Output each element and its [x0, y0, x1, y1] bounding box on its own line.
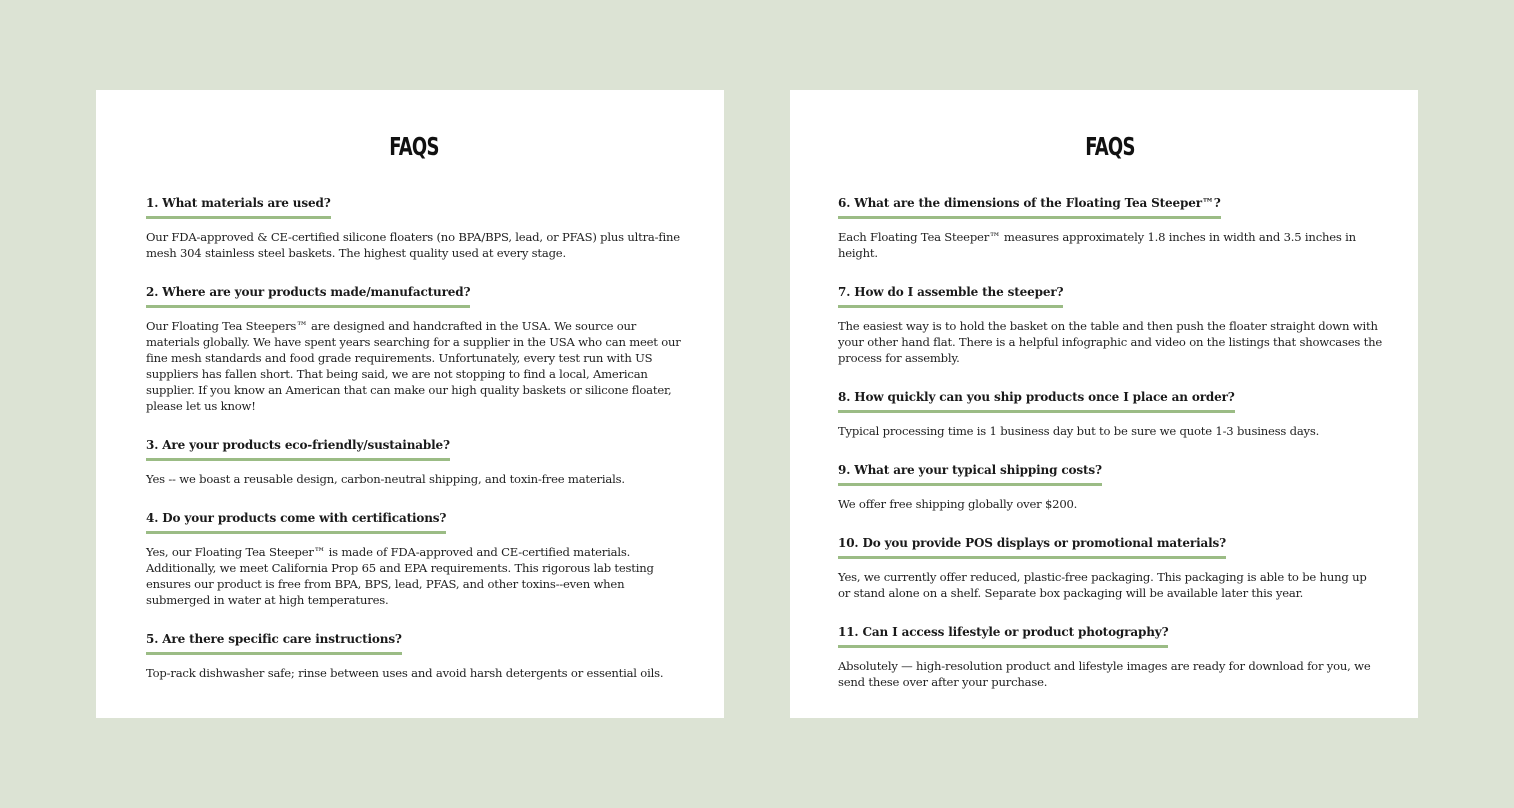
faq-list [838, 194, 1382, 690]
faq-item [838, 534, 1382, 601]
faq-answer: Typical processing time is 1 business day but to be sure we quote 1-3 business days. [838, 424, 1320, 438]
faq-answer: Each Floating Tea Steeper™ measures approximately 1.8 inches in width and 3.5 inches in height. [838, 230, 1356, 260]
faq-answer: Our FDA-approved & CE-certified silicone floaters (no BPA/BPS, lead, or PFAS) plus ultra-fine mesh 304 stainless steel baskets. The highest quality used at every stage. [146, 230, 680, 260]
faq-item [146, 283, 682, 414]
faq-item [146, 509, 682, 608]
faq-item [146, 436, 682, 487]
faq-answer: The easiest way is to hold the basket on the table and then push the floater straight down with your other hand flat. There is a helpful infographic and video on the listings that showcases the process for assembly. [838, 319, 1383, 365]
faq-question: 10. Do you provide POS displays or promotional materials? [838, 536, 1226, 559]
faq-question: 2. Where are your products made/manufactured? [146, 285, 470, 308]
faq-question: 6. What are the dimensions of the Floating Tea Steeper™? [838, 196, 1221, 219]
card-title: FAQS [389, 132, 439, 161]
card-title: FAQS [1085, 132, 1135, 161]
faq-question: 11. Can I access lifestyle or product photography? [838, 625, 1168, 648]
faq-card-right [790, 90, 1418, 718]
faq-card-left [96, 90, 724, 718]
faq-answer: We offer free shipping globally over $200. [838, 497, 1078, 511]
faq-question: 1. What materials are used? [146, 196, 331, 219]
faq-question: 8. How quickly can you ship products once I place an order? [838, 390, 1235, 413]
faq-question: 3. Are your products eco-friendly/sustainable? [146, 438, 450, 461]
faq-question: 4. Do your products come with certifications? [146, 511, 446, 534]
faq-answer: Absolutely — high-resolution product and lifestyle images are ready for download for you, we send these over after your purchase. [838, 659, 1371, 689]
faq-item [838, 283, 1382, 366]
faq-item [146, 194, 682, 261]
faq-question: 7. How do I assemble the steeper? [838, 285, 1063, 308]
faq-item [838, 194, 1382, 261]
faq-answer: Top-rack dishwasher safe; rinse between uses and avoid harsh detergents or essential oils. [146, 666, 664, 680]
faq-item [838, 388, 1382, 439]
faq-item [146, 630, 682, 681]
faq-answer: Yes -- we boast a reusable design, carbon-neutral shipping, and toxin-free materials. [146, 472, 625, 486]
faq-answer: Yes, we currently offer reduced, plastic-free packaging. This packaging is able to be hung up or stand alone on a shelf. Separate box packaging will be available later this year. [838, 570, 1367, 600]
faq-answer: Yes, our Floating Tea Steeper™ is made of FDA-approved and CE-certified materials. Additionally, we meet California Prop 65 and EPA requirements. This rigorous lab testing ensures our product is free from BPA, BPS, lead, PFAS, and other toxins--even when submerged in water at high temperatures. [146, 545, 654, 607]
faq-question: 9. What are your typical shipping costs? [838, 463, 1102, 486]
faq-answer: Our Floating Tea Steepers™ are designed and handcrafted in the USA. We source our materials globally. We have spent years searching for a supplier in the USA who can meet our fine mesh standards and food grade requirements. Unfortunately, every test run with US suppliers has fallen short. That being said, we are not stopping to find a local, American supplier. If you know an American that can make our high quality baskets or silicone floater, please let us know! [146, 319, 681, 413]
faq-item [838, 623, 1382, 690]
faq-item [838, 461, 1382, 512]
faq-question: 5. Are there specific care instructions? [146, 632, 402, 655]
faq-list [146, 194, 682, 681]
